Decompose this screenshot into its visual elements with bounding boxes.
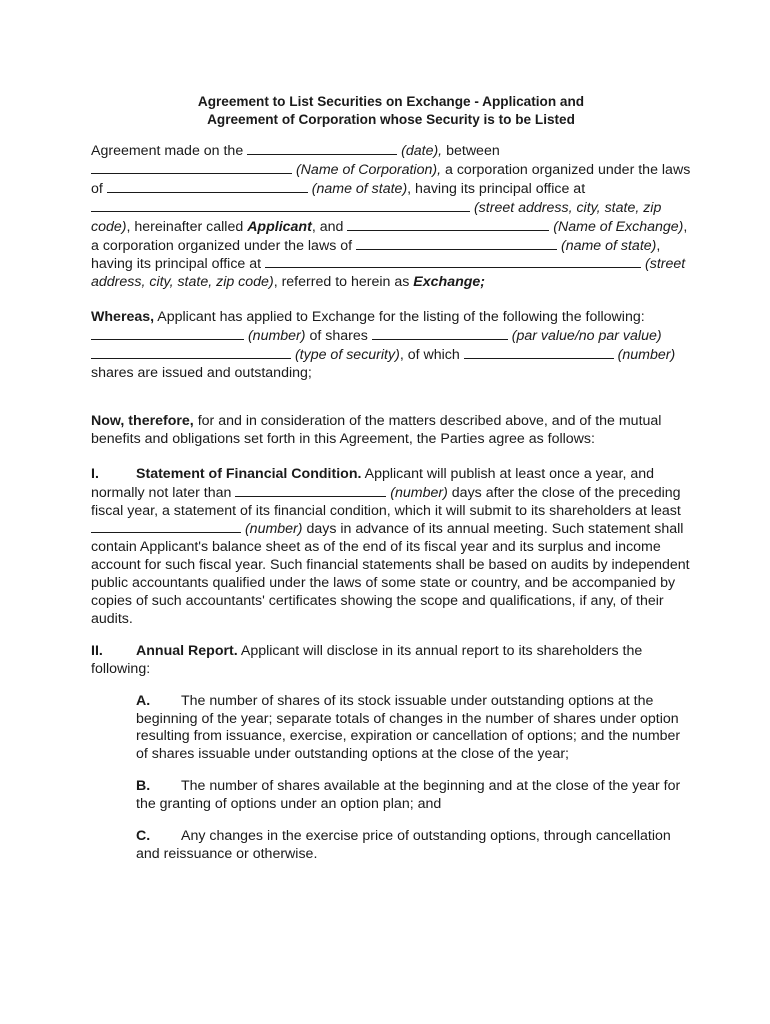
therefore-paragraph	[91, 413, 691, 449]
exchange-term: Exchange;	[413, 274, 486, 291]
section-text: days in advance of its annual meeting. Such statement shall contain Applicant's balance sheet as of the end of its fiscal year and its surplus and income account for such fiscal year. Such financial statements shall be based on audits by independent public accountants qualified under the laws of some state or country, and be accompanied by copies of such accountants' certificates showing the scope and qualifications, if any, of their audits.	[91, 521, 690, 627]
intro-text: Agreement made on the	[91, 143, 244, 159]
days-after-field[interactable]	[235, 484, 386, 497]
address-hint: (street address, city, state, zip code)	[91, 256, 686, 291]
intro-paragraph	[91, 142, 691, 292]
exchange-state-field[interactable]	[356, 237, 557, 250]
exchange-name-hint: (Name of Exchange)	[553, 218, 684, 235]
therefore-heading: Now, therefore,	[91, 412, 194, 429]
section-text: days after the close of the preceding fiscal year, a statement of its financial condition, which it will submit to its shareholders at least	[91, 484, 681, 519]
intro-text: , hereinafter called	[126, 218, 244, 235]
applicant-term: Applicant	[247, 218, 312, 235]
intro-text: , referred to herein as	[273, 274, 410, 291]
section-heading: Annual Report.	[136, 642, 238, 659]
whereas-text: , of which	[399, 347, 460, 364]
section-text: Applicant will disclose in its annual report to its shareholders the following:	[91, 642, 643, 677]
title-line-1: Agreement to List Securities on Exchange - Application and	[197, 94, 585, 109]
section-number: I.	[91, 465, 99, 482]
security-type-hint: (type of security)	[294, 347, 400, 364]
exchange-name-field[interactable]	[347, 218, 549, 231]
date-field[interactable]	[247, 142, 397, 155]
therefore-text: for and in consideration of the matters described above, and of the mutual benefits and obligations set forth in this Agreement, the Parties agree as follows:	[91, 412, 662, 447]
share-count-field[interactable]	[91, 327, 244, 340]
document-page	[91, 93, 691, 878]
subsection-letter: B.	[136, 778, 151, 795]
date-hint: (date),	[401, 143, 443, 159]
par-value-field[interactable]	[372, 327, 508, 340]
section-number: II.	[91, 642, 103, 659]
intro-text: , a corporation organized under the laws of	[91, 218, 688, 254]
subsection-text: Any changes in the exercise price of outstanding options, through cancellation and reissuance or otherwise.	[136, 828, 671, 862]
exchange-address-field[interactable]	[265, 255, 641, 268]
title-line-2: Agreement of Corporation whose Security is to be Listed	[207, 112, 575, 127]
subsection-b	[136, 778, 691, 814]
subsection-c	[136, 828, 691, 864]
intro-text: , having its principal office at	[407, 180, 586, 197]
intro-text: between	[446, 143, 500, 159]
outstanding-shares-field[interactable]	[464, 346, 614, 359]
subsection-letter: A.	[136, 692, 151, 709]
intro-text: , having its principal office at	[91, 237, 661, 273]
whereas-heading: Whereas,	[91, 309, 155, 326]
whereas-paragraph	[91, 309, 691, 383]
address-hint: (street address, city, state, zip code)	[91, 199, 662, 235]
subsection-text: The number of shares available at the beginning and at the close of the year for the granting of options under an option plan; and	[136, 778, 681, 813]
intro-text: , and	[311, 218, 344, 235]
whereas-text: shares are issued and outstanding;	[91, 364, 312, 381]
subsection-text: The number of shares of its stock issuable under outstanding options at the beginning of the year; separate totals of changes in the number of shares under option resulting from issuance, exercise, expiration or cancellation of options; and the number of shares issuable under outstanding options at the close of the year;	[136, 692, 681, 763]
subsection-letter: C.	[136, 828, 151, 845]
intro-text: a corporation organized under the laws of	[91, 161, 691, 197]
whereas-text: Applicant has applied to Exchange for the listing of the following the following:	[157, 309, 645, 326]
section-2	[91, 643, 691, 679]
corporation-name-hint: (Name of Corporation),	[295, 161, 442, 178]
section-text: Applicant will publish at least once a year, and normally not later than	[91, 465, 655, 501]
days-advance-field[interactable]	[91, 520, 241, 533]
number-hint: (number)	[390, 484, 448, 501]
state-hint: (name of state)	[311, 180, 408, 197]
corporation-state-field[interactable]	[107, 180, 308, 193]
security-type-field[interactable]	[91, 346, 291, 359]
corporation-address-field[interactable]	[91, 199, 470, 212]
number-hint: (number)	[617, 347, 676, 364]
document-title	[91, 93, 691, 129]
number-hint: (number)	[247, 328, 306, 345]
state-hint: (name of state)	[560, 237, 657, 254]
corporation-name-field[interactable]	[91, 161, 292, 174]
number-hint: (number)	[244, 521, 303, 538]
section-heading: Statement of Financial Condition.	[136, 465, 362, 482]
whereas-text: of shares	[309, 328, 368, 345]
subsection-a	[136, 693, 691, 765]
par-value-hint: (par value/no par value)	[511, 328, 662, 345]
section-1	[91, 466, 691, 629]
